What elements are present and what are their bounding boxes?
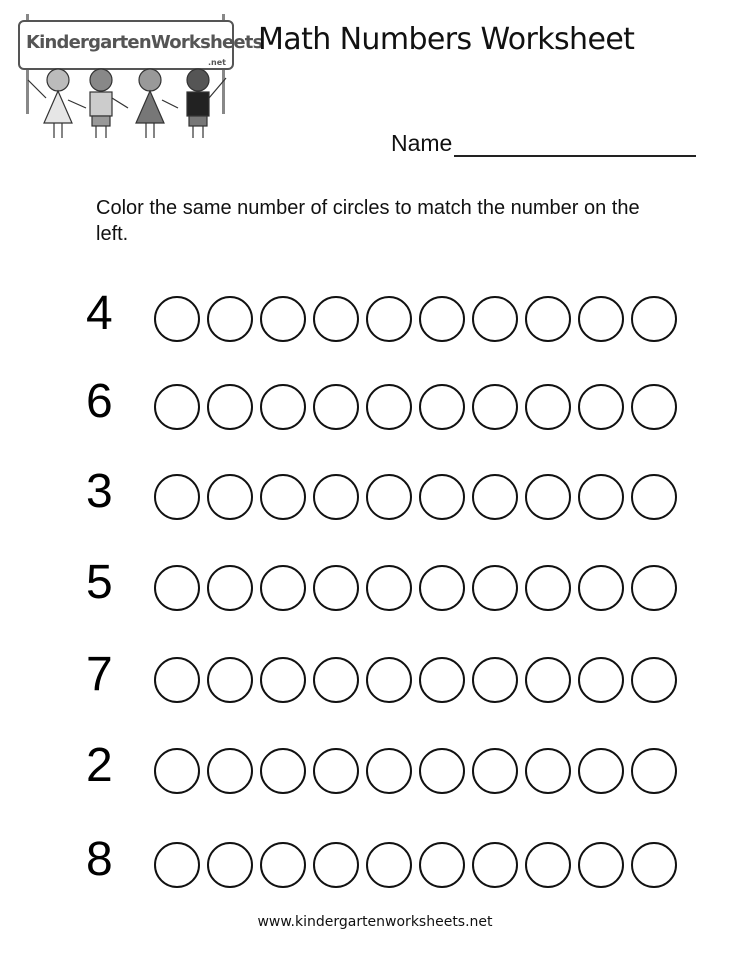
colorable-circle[interactable] bbox=[525, 296, 571, 342]
colorable-circle[interactable] bbox=[472, 296, 518, 342]
circle-group bbox=[154, 657, 684, 703]
colorable-circle[interactable] bbox=[313, 384, 359, 430]
colorable-circle[interactable] bbox=[313, 748, 359, 794]
colorable-circle[interactable] bbox=[207, 565, 253, 611]
colorable-circle[interactable] bbox=[207, 384, 253, 430]
colorable-circle[interactable] bbox=[154, 657, 200, 703]
colorable-circle[interactable] bbox=[419, 384, 465, 430]
exercise-row bbox=[0, 739, 750, 796]
colorable-circle[interactable] bbox=[631, 657, 677, 703]
colorable-circle[interactable] bbox=[207, 657, 253, 703]
exercise-row bbox=[0, 465, 750, 522]
colorable-circle[interactable] bbox=[525, 474, 571, 520]
colorable-circle[interactable] bbox=[419, 296, 465, 342]
colorable-circle[interactable] bbox=[154, 296, 200, 342]
exercise-row bbox=[0, 556, 750, 613]
colorable-circle[interactable] bbox=[419, 565, 465, 611]
colorable-circle[interactable] bbox=[525, 384, 571, 430]
target-number: 3 bbox=[86, 465, 113, 518]
circle-group bbox=[154, 384, 684, 430]
colorable-circle[interactable] bbox=[366, 842, 412, 888]
circle-group bbox=[154, 474, 684, 520]
colorable-circle[interactable] bbox=[154, 842, 200, 888]
colorable-circle[interactable] bbox=[472, 842, 518, 888]
colorable-circle[interactable] bbox=[313, 565, 359, 611]
colorable-circle[interactable] bbox=[631, 565, 677, 611]
colorable-circle[interactable] bbox=[154, 565, 200, 611]
colorable-circle[interactable] bbox=[578, 657, 624, 703]
target-number: 2 bbox=[86, 739, 113, 792]
circle-group bbox=[154, 842, 684, 888]
page-title: Math Numbers Worksheet bbox=[258, 22, 635, 57]
colorable-circle[interactable] bbox=[260, 474, 306, 520]
colorable-circle[interactable] bbox=[260, 296, 306, 342]
colorable-circle[interactable] bbox=[313, 842, 359, 888]
footer-url: www.kindergartenworksheets.net bbox=[257, 914, 493, 930]
colorable-circle[interactable] bbox=[525, 565, 571, 611]
colorable-circle[interactable] bbox=[260, 657, 306, 703]
name-label: Name bbox=[391, 130, 453, 156]
colorable-circle[interactable] bbox=[366, 474, 412, 520]
colorable-circle[interactable] bbox=[207, 474, 253, 520]
target-number: 7 bbox=[86, 648, 113, 701]
colorable-circle[interactable] bbox=[631, 384, 677, 430]
target-number: 5 bbox=[86, 556, 113, 609]
colorable-circle[interactable] bbox=[313, 657, 359, 703]
circle-group bbox=[154, 565, 684, 611]
colorable-circle[interactable] bbox=[366, 748, 412, 794]
colorable-circle[interactable] bbox=[472, 657, 518, 703]
colorable-circle[interactable] bbox=[472, 565, 518, 611]
colorable-circle[interactable] bbox=[578, 748, 624, 794]
colorable-circle[interactable] bbox=[260, 384, 306, 430]
colorable-circle[interactable] bbox=[631, 296, 677, 342]
colorable-circle[interactable] bbox=[366, 384, 412, 430]
exercise-row bbox=[0, 375, 750, 432]
target-number: 6 bbox=[86, 375, 113, 428]
colorable-circle[interactable] bbox=[419, 748, 465, 794]
colorable-circle[interactable] bbox=[472, 474, 518, 520]
colorable-circle[interactable] bbox=[419, 842, 465, 888]
circle-group bbox=[154, 748, 684, 794]
colorable-circle[interactable] bbox=[525, 842, 571, 888]
colorable-circle[interactable] bbox=[366, 296, 412, 342]
colorable-circle[interactable] bbox=[366, 565, 412, 611]
colorable-circle[interactable] bbox=[260, 842, 306, 888]
colorable-circle[interactable] bbox=[525, 748, 571, 794]
site-logo bbox=[16, 10, 263, 145]
colorable-circle[interactable] bbox=[260, 748, 306, 794]
colorable-circle[interactable] bbox=[472, 384, 518, 430]
colorable-circle[interactable] bbox=[419, 474, 465, 520]
colorable-circle[interactable] bbox=[419, 657, 465, 703]
colorable-circle[interactable] bbox=[578, 384, 624, 430]
exercise-row bbox=[0, 648, 750, 705]
logo-suffix: .net bbox=[208, 58, 226, 67]
target-number: 8 bbox=[86, 833, 113, 886]
logo-sign bbox=[18, 20, 263, 70]
colorable-circle[interactable] bbox=[631, 474, 677, 520]
colorable-circle[interactable] bbox=[631, 842, 677, 888]
colorable-circle[interactable] bbox=[154, 748, 200, 794]
colorable-circle[interactable] bbox=[313, 296, 359, 342]
logo-text: KindergartenWorksheets bbox=[26, 32, 263, 53]
colorable-circle[interactable] bbox=[472, 748, 518, 794]
instructions-text: Color the same number of circles to match the number on the left. bbox=[96, 197, 640, 245]
name-input-line[interactable] bbox=[454, 131, 696, 157]
colorable-circle[interactable] bbox=[578, 842, 624, 888]
children-illustration-icon bbox=[16, 68, 238, 148]
name-field bbox=[391, 130, 696, 157]
colorable-circle[interactable] bbox=[154, 474, 200, 520]
target-number: 4 bbox=[86, 287, 113, 340]
exercise-row bbox=[0, 833, 750, 890]
colorable-circle[interactable] bbox=[578, 296, 624, 342]
colorable-circle[interactable] bbox=[207, 748, 253, 794]
colorable-circle[interactable] bbox=[154, 384, 200, 430]
colorable-circle[interactable] bbox=[631, 748, 677, 794]
circle-group bbox=[154, 296, 684, 342]
colorable-circle[interactable] bbox=[207, 842, 253, 888]
colorable-circle[interactable] bbox=[578, 474, 624, 520]
colorable-circle[interactable] bbox=[313, 474, 359, 520]
colorable-circle[interactable] bbox=[525, 657, 571, 703]
exercise-row bbox=[0, 287, 750, 344]
colorable-circle[interactable] bbox=[207, 296, 253, 342]
colorable-circle[interactable] bbox=[260, 565, 306, 611]
colorable-circle[interactable] bbox=[578, 565, 624, 611]
colorable-circle[interactable] bbox=[366, 657, 412, 703]
